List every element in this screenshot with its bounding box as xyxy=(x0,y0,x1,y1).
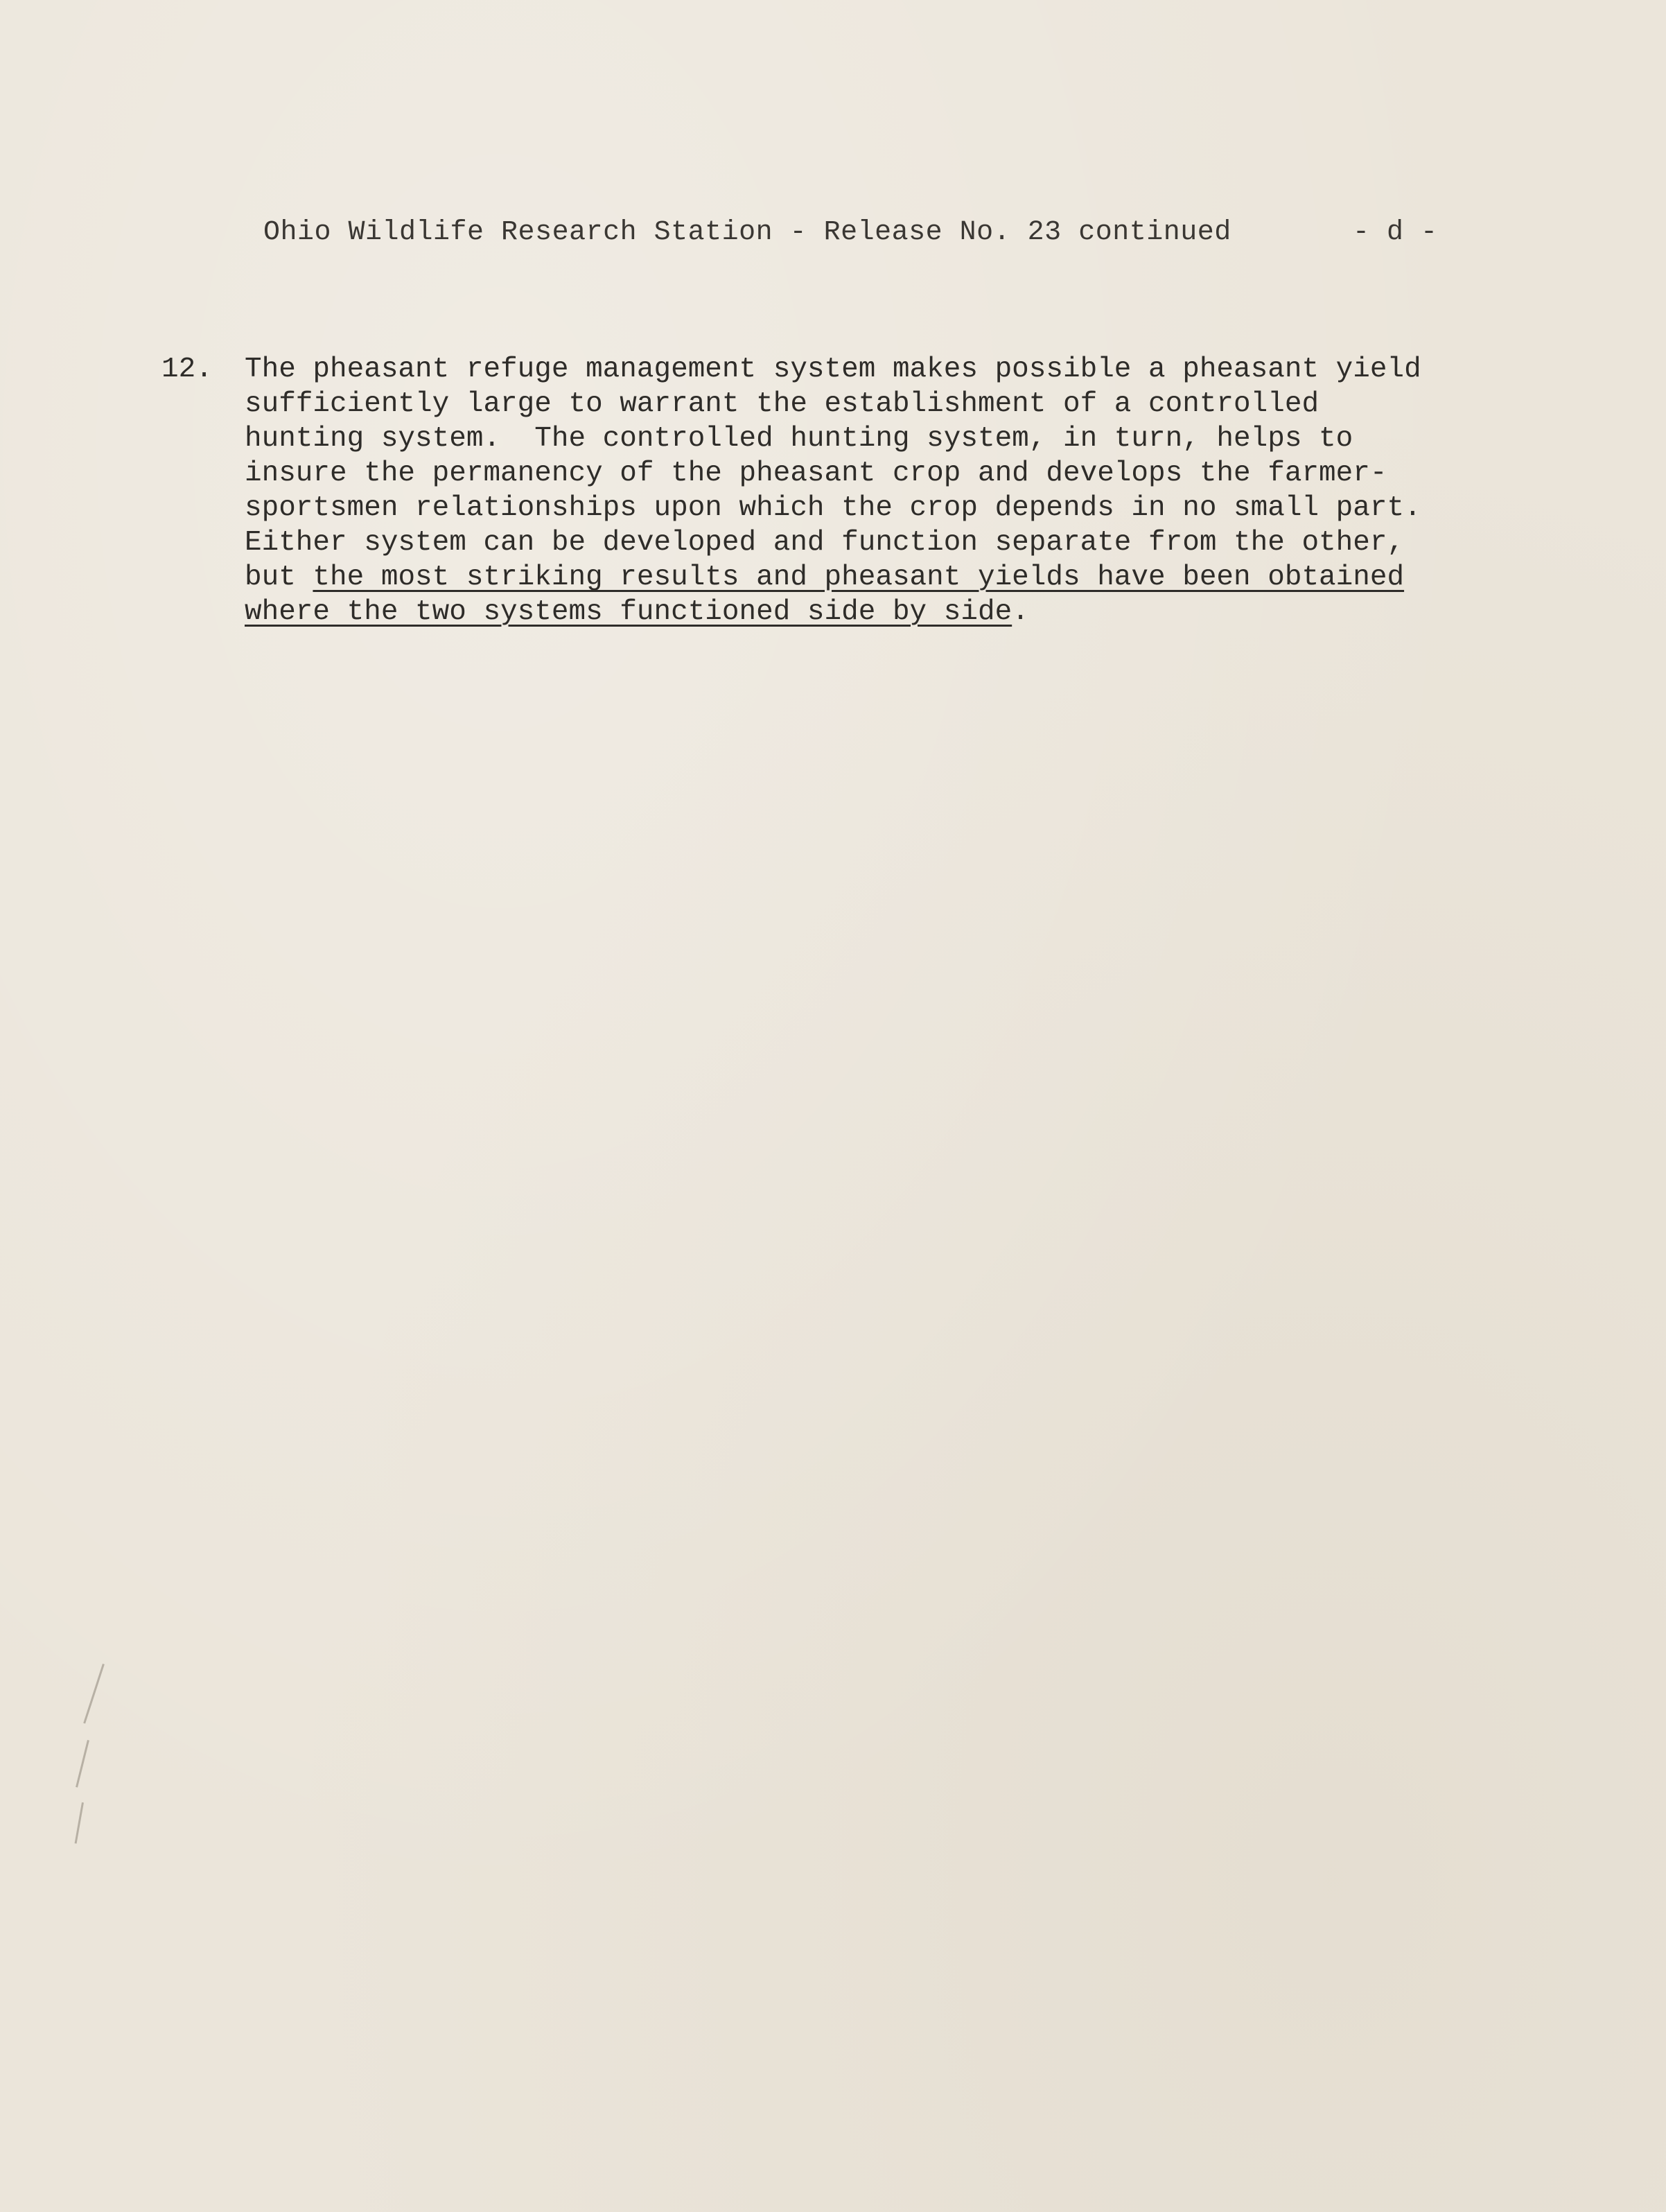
header-title: Ohio Wildlife Research Station - Release No. 23 continued xyxy=(263,217,1231,248)
paragraph-line: The pheasant refuge management system makes possible a pheasant yield xyxy=(245,354,1421,385)
line-text: but xyxy=(245,561,313,593)
paragraph-line: sportsmen relationships upon which the crop depends in no small part. xyxy=(245,492,1421,524)
underlined-text: where the two systems functioned side by side xyxy=(245,596,1012,628)
pencil-mark xyxy=(83,1664,105,1724)
paragraph-line: hunting system. The controlled hunting system, in turn, helps to xyxy=(245,423,1353,455)
underlined-text: the most striking results and pheasant yields have been obtained xyxy=(313,561,1405,593)
paragraph-number: 12. xyxy=(161,354,213,385)
paragraph-body xyxy=(245,352,1464,629)
paragraph-line: insure the permanency of the pheasant crop and develops the farmer- xyxy=(245,458,1387,489)
page-number: - d - xyxy=(1353,217,1438,248)
pencil-mark xyxy=(76,1740,89,1788)
line-text: . xyxy=(1012,596,1029,628)
pencil-mark xyxy=(75,1802,84,1844)
page-header xyxy=(263,212,1441,254)
paragraph-line: sufficiently large to warrant the establishment of a controlled xyxy=(245,388,1319,420)
paragraph-line xyxy=(245,595,1464,629)
paragraph-line xyxy=(245,560,1464,595)
paragraph-line: Either system can be developed and function separate from the other, xyxy=(245,527,1405,559)
